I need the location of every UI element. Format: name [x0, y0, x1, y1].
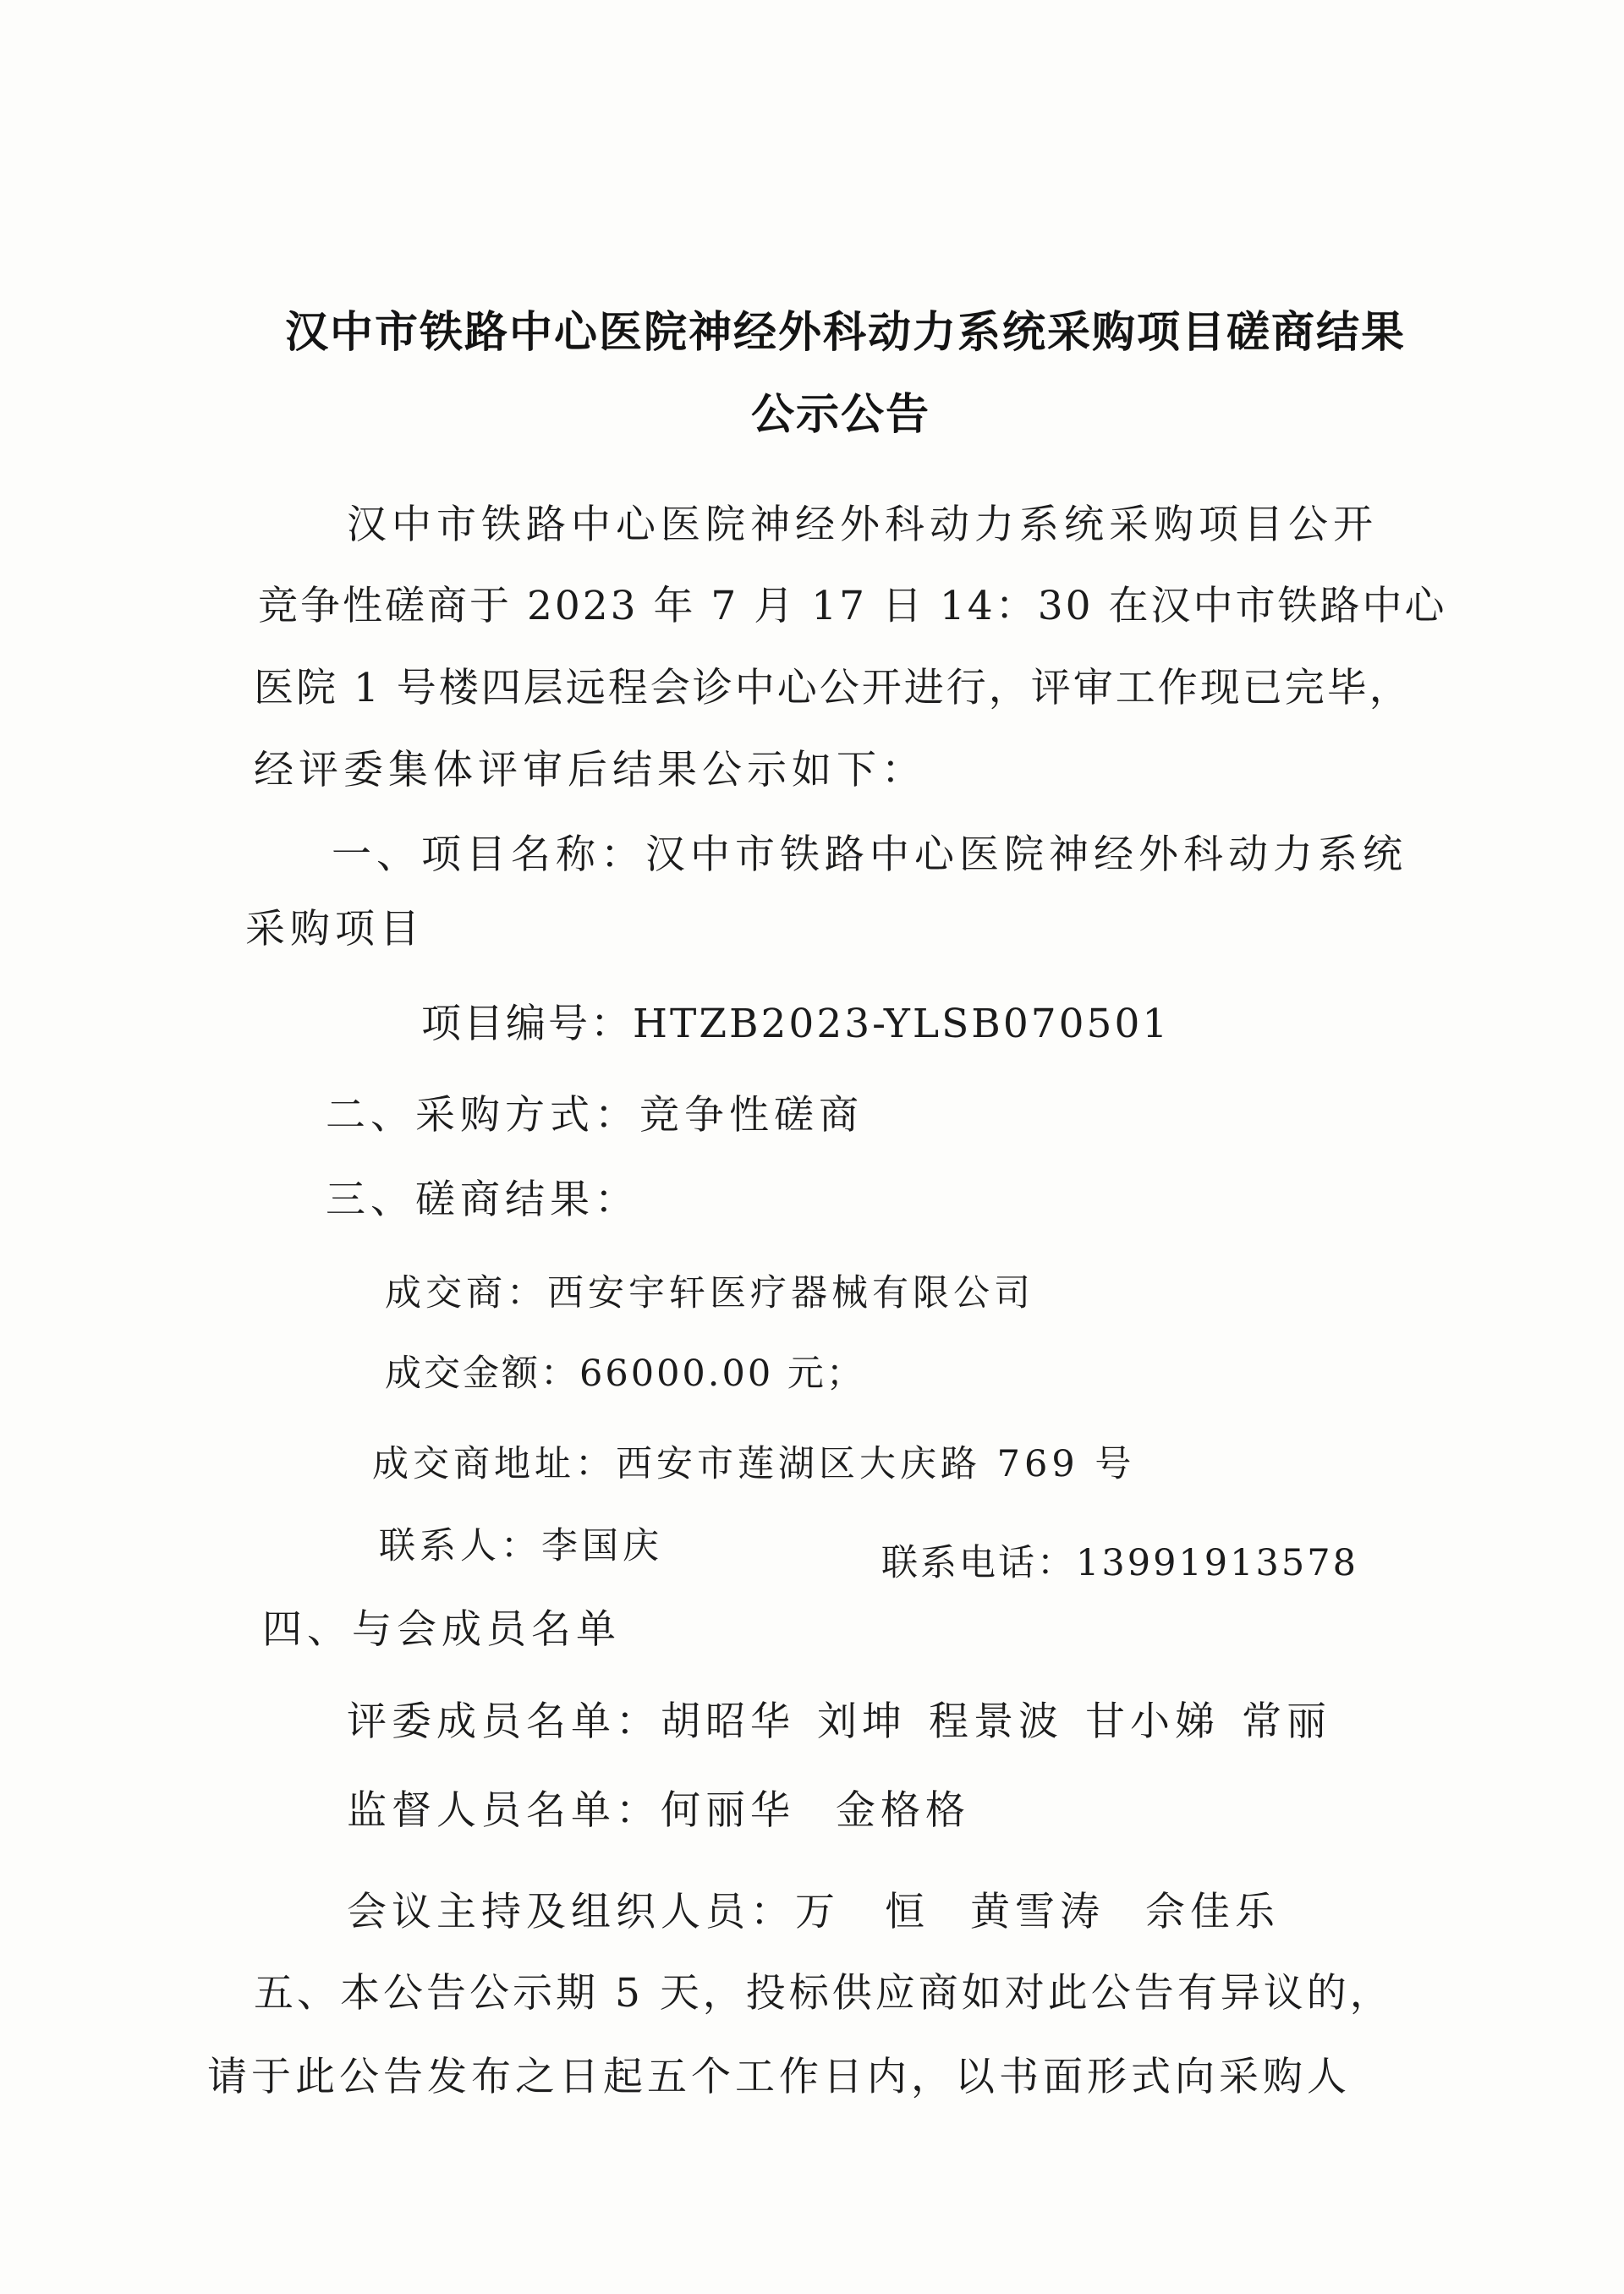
intro-paragraph-line4: 经评委集体评审后结果公示如下： — [254, 747, 926, 793]
host-name: 万 恒 — [795, 1889, 930, 1935]
reviewer-name: 胡昭华 — [661, 1699, 795, 1745]
host-name: 佘佳乐 — [1145, 1889, 1280, 1935]
supervisor-name: 何丽华 — [661, 1787, 795, 1834]
reviewer-name: 甘小娣 — [1085, 1699, 1220, 1745]
section1-project-name-line1: 一、项目名称：汉中市铁路中心医院神经外科动力系统 — [332, 831, 1407, 878]
intro-paragraph-line3: 医院 1 号楼四层远程会诊中心公开进行，评审工作现已完毕， — [254, 665, 1412, 711]
host-name: 黄雪涛 — [970, 1889, 1105, 1935]
section2-procurement-method: 二、采购方式：竞争性磋商 — [326, 1092, 864, 1139]
reviewers-label: 评委成员名单： — [347, 1699, 661, 1745]
section4-supervisors-row — [347, 1787, 970, 1834]
section3-contact-person: 联系人：李国庆 — [379, 1525, 663, 1567]
section3-heading: 三、磋商结果： — [326, 1177, 639, 1223]
supervisors-label: 监督人员名单： — [347, 1787, 661, 1834]
intro-paragraph-line1: 汉中市铁路中心医院神经外科动力系统采购项目公开 — [347, 502, 1378, 548]
section4-heading: 四、与会成员名单 — [262, 1606, 621, 1653]
section5-line2: 请于此公告发布之日起五个工作日内，以书面形式向采购人 — [207, 2054, 1351, 2100]
section5-line1: 五、本公告公示期 5 天，投标供应商如对此公告有异议的， — [254, 1970, 1393, 2017]
reviewer-name: 常丽 — [1242, 1699, 1331, 1745]
intro-paragraph-line2: 竞争性磋商于 2023 年 7 月 17 日 14：30 在汉中市铁路中心 — [258, 583, 1447, 629]
section3-supplier-address: 成交商地址：西安市莲湖区大庆路 769 号 — [372, 1443, 1136, 1485]
section3-supplier: 成交商：西安宇轩医疗器械有限公司 — [385, 1272, 1034, 1314]
reviewer-name: 刘坤 — [817, 1699, 907, 1745]
section4-hosts-row — [347, 1889, 1280, 1935]
reviewer-name: 程景波 — [929, 1699, 1063, 1745]
section1-project-number: 项目编号：HTZB2023-YLSB070501 — [421, 1001, 1171, 1047]
document-title-line1: 汉中市铁路中心医院神经外科动力系统采购项目磋商结果 — [285, 308, 1407, 358]
section3-amount: 成交金额：66000.00 元； — [385, 1353, 865, 1395]
section3-contact-phone: 联系电话：13991913578 — [881, 1542, 1358, 1584]
hosts-label: 会议主持及组织人员： — [347, 1889, 795, 1935]
section1-project-name-line2: 采购项目 — [245, 906, 425, 952]
section4-reviewers-row — [347, 1699, 1331, 1745]
document-title-line2: 公示公告 — [751, 390, 931, 440]
supervisor-name: 金格格 — [836, 1787, 970, 1834]
